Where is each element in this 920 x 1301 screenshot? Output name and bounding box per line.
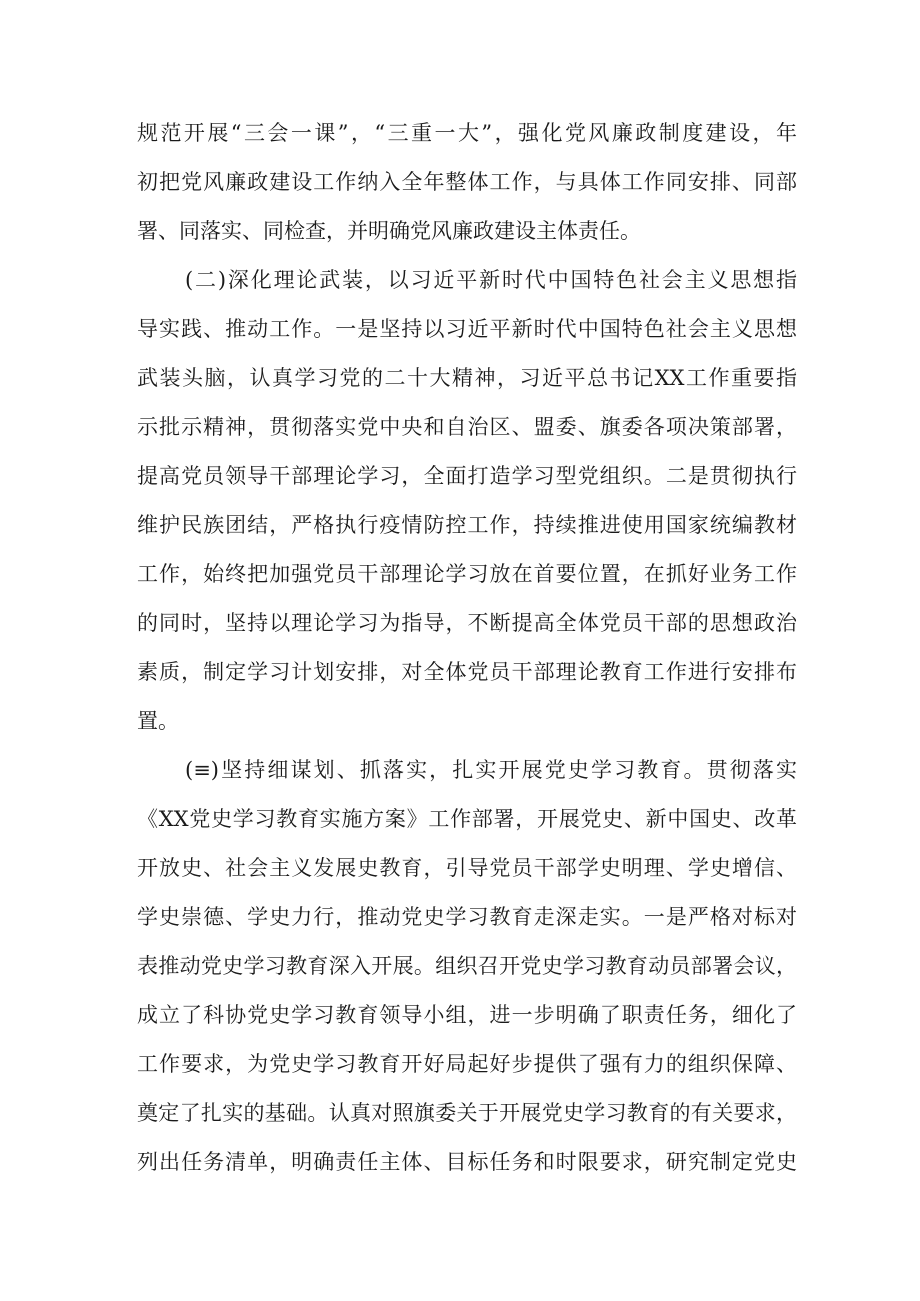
paragraph-line: 武装头脑，认真学习党的二十大精神，习近平总书记XX工作重要指 bbox=[137, 366, 797, 390]
paragraph-line: 工作，始终把加强党员干部理论学习放在首要位置，在抓好业务工作 bbox=[137, 562, 797, 586]
section-heading-line: (≡)坚持细谋划、抓落实，扎实开展党史学习教育。贯彻落实 bbox=[185, 758, 797, 782]
paragraph-line: 学史崇德、学史力行，推动党史学习教育走深走实。一是严格对标对 bbox=[137, 905, 797, 929]
paragraph-line: 维护民族团结，严格执行疫情防控工作，持续推进使用国家统编教材 bbox=[137, 513, 797, 537]
paragraph-line: 开放史、社会主义发展史教育，引导党员干部学史明理、学史增信、 bbox=[137, 856, 797, 880]
paragraph-line: 置。 bbox=[137, 709, 179, 733]
paragraph-line: 工作要求，为党史学习教育开好局起好步提供了强有力的组织保障、 bbox=[137, 1052, 797, 1076]
paragraph-line: 导实践、推动工作。一是坚持以习近平新时代中国特色社会主义思想 bbox=[137, 317, 797, 341]
paragraph-line: 署、同落实、同检查，并明确党风廉政建设主体责任。 bbox=[137, 219, 641, 243]
paragraph-line: 成立了科协党史学习教育领导小组，进一步明确了职责任务，细化了 bbox=[137, 1003, 797, 1027]
paragraph-line: 表推动党史学习教育深入开展。组织召开党史学习教育动员部署会议， bbox=[137, 954, 797, 978]
paragraph-line: 初把党风廉政建设工作纳入全年整体工作，与具体工作同安排、同部 bbox=[137, 170, 797, 194]
section-heading-line: (二)深化理论武装，以习近平新时代中国特色社会主义思想指 bbox=[185, 268, 797, 292]
paragraph-line: 《XX党史学习教育实施方案》工作部署，开展党史、新中国史、改革 bbox=[137, 807, 797, 831]
paragraph-line: 规范开展“三会一课”，“三重一大”，强化党风廉政制度建设，年 bbox=[137, 121, 797, 145]
paragraph-line: 的同时，坚持以理论学习为指导，不断提高全体党员干部的思想政治 bbox=[137, 611, 797, 635]
paragraph-line: 奠定了扎实的基础。认真对照旗委关于开展党史学习教育的有关要求， bbox=[137, 1101, 797, 1125]
paragraph-line: 素质，制定学习计划安排，对全体党员干部理论教育工作进行安排布 bbox=[137, 660, 797, 684]
paragraph-line: 示批示精神，贯彻落实党中央和自治区、盟委、旗委各项决策部署， bbox=[137, 415, 797, 439]
paragraph-line: 列出任务清单，明确责任主体、目标任务和时限要求，研究制定党史 bbox=[137, 1150, 797, 1174]
paragraph-line: 提高党员领导干部理论学习，全面打造学习型党组织。二是贯彻执行 bbox=[137, 464, 797, 488]
